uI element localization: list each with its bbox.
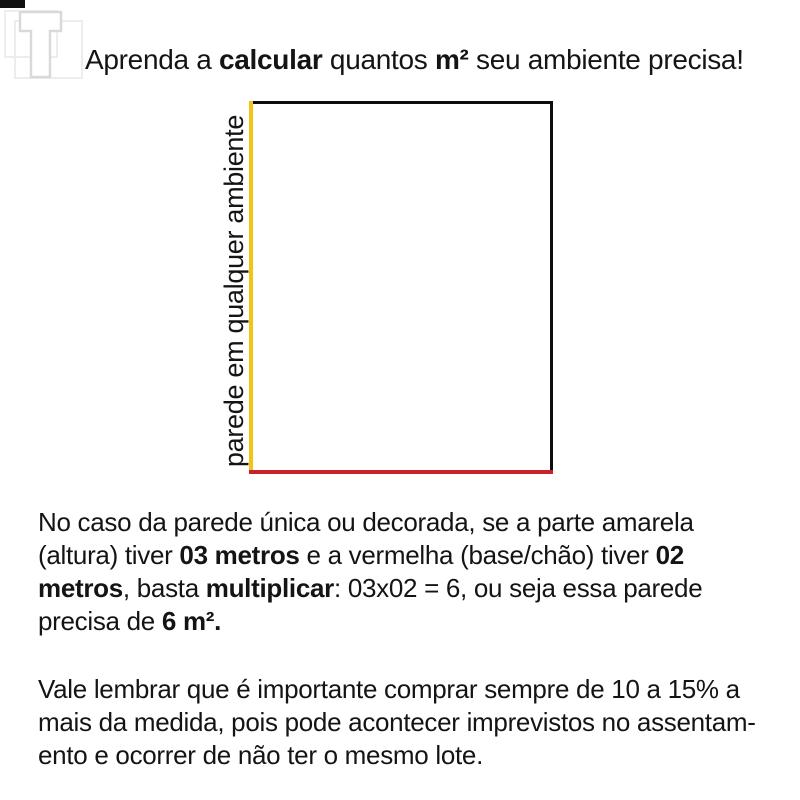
wall-height-line-yellow (249, 101, 253, 474)
page-title: Aprenda a calcular quantos m² seu ambiente precisa! (85, 44, 744, 75)
wall-area (253, 104, 550, 470)
tip-paragraph: Vale lembrar que é importante comprar sempre de 10 a 15% a mais da medida, pois pode acontecer imprevistos no assentam- ento e ocorrer de não ter o mesmo lote. (38, 674, 756, 770)
calculation-paragraph: No caso da parede única ou decorada, se a parte amarela (altura) tiver 03 metros e a vermelha (base/chão) tiver 02 metros, basta multiplicar: 03x02 = 6, ou seja essa parede precisa de 6 m². (38, 507, 703, 636)
corner-mark (0, 0, 25, 8)
wall-right-edge (550, 104, 553, 470)
wall-label: parede em qualquer ambiente (219, 114, 249, 468)
wall-base-line-red (249, 470, 553, 474)
wall-top-edge (253, 101, 553, 104)
